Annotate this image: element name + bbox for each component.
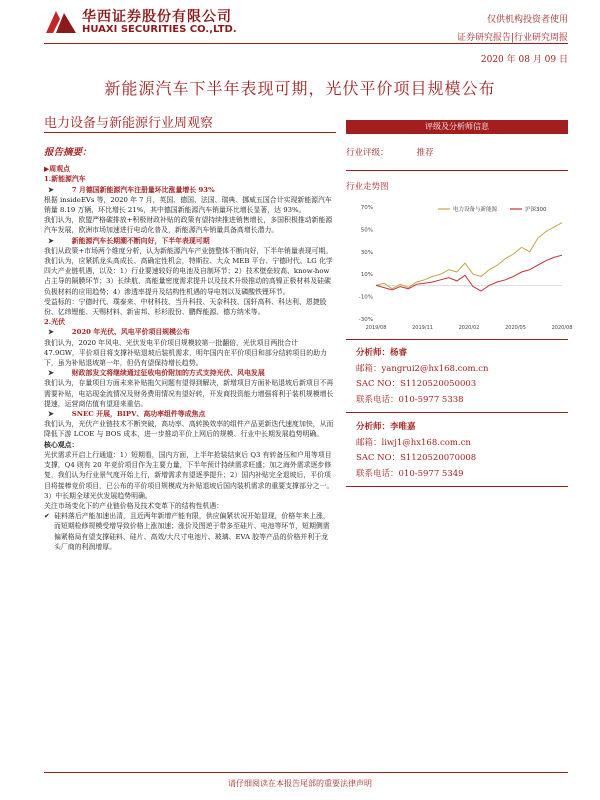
report-abstract — [44, 148, 334, 552]
paragraph: 受益标的：宁德时代、璞泰来、中材科技、当升科技、天奈科技、国轩高科、科达利、恩捷股份、亿纬锂能、天赐材料、新宙邦、杉杉股份、鹏辉能源、德方纳米等。 — [44, 297, 327, 317]
point-heading: ➤ 2020 年光伏、风电平价项目规模公布 — [48, 328, 190, 337]
doc-type: 证券研究报告|行业研究周报 — [456, 33, 568, 43]
trend-title: 行业走势图 — [346, 182, 389, 192]
x-tick-label: 2020/02 — [458, 325, 480, 331]
point-heading: ➤ 财政部发文将继续通过征收电价附加的方式支持光伏、风电发展 — [48, 369, 265, 378]
arrow-icon: ➤ — [48, 236, 54, 245]
check-icon: ✔ — [44, 512, 55, 521]
report-subtitle: 电力设备与新能源行业周观察 — [44, 116, 214, 131]
y-tick-label: 70% — [360, 205, 373, 211]
section-ev-heading: 1.新能源汽车 — [44, 175, 86, 184]
core-view-heading: 核心观点： — [44, 440, 79, 449]
paragraph: 我们认为，光伏产业链技术不断突破，高功率、高转换效率的组件产品更新迭代速度加快，从而降低下游 LCOE 与 BOS 成本，进一步推动平价上网后的规模、行业中长期发展趋势明确。 — [44, 420, 334, 439]
arrow-icon: ➤ — [48, 369, 54, 378]
analyst-2: 分析师：李唯嘉 邮箱：liwj1@hx168.com.cn SAC NO：S1120520070008 联系电话：010-5977 5349 — [356, 420, 476, 482]
industry-trend-chart — [346, 195, 573, 335]
analyst-divider — [346, 412, 568, 413]
paragraph: 我们从政策+市场两个维度分析，认为新能源汽车产业链整体不断向好，下半年销量表现可期。 — [44, 246, 333, 255]
paragraph: 根据 insideEVs 等，2020 年 7 月，英国、德国、法国、瑞典、挪威五国合计实现新能源汽车销量 8.19 万辆，环比增长 21%，其中德国新能源汽车销量环比增长显著，达 93%。 — [44, 195, 332, 215]
arrow-icon: ➤ — [48, 328, 54, 337]
legal-notice: 请仔细阅读在本报告尾部的重要法律声明 — [228, 779, 372, 788]
point-heading: ➤ 7 月德国新能源汽车注册量环比涨量增长 93% — [48, 185, 215, 194]
point-heading: ➤ 新能源汽车长期潮不断向好，下半年表现可期 — [48, 236, 210, 245]
subtitle-divider — [44, 132, 336, 133]
rating-divider — [346, 170, 568, 171]
industry-rating: 行业评级： 推荐 — [346, 148, 434, 158]
analyst-1-email: 邮箱：yangrui2@hx168.com.cn — [356, 363, 489, 374]
analyst-1-name: 杨睿 — [390, 348, 408, 358]
x-tick-label: 2019/11 — [412, 325, 433, 331]
point-heading: ➤ SNEC 开展，BIPV、高功率组件等成焦点 — [48, 410, 206, 419]
paragraph: 我们认为，存量项目方面未来补贴拖欠问题有望得到解决，新增项目方面补贴退坡后新项目不再需要补贴，电站现金流情况及财务费用情况有望好转，开发商投资能力增强将利于装机规模增长提速，运营商估值有望迎来重估。 — [44, 379, 334, 408]
footer-divider — [44, 772, 568, 773]
x-tick-label: 2020/08 — [551, 325, 573, 331]
rating-band: 评级及分析师信息 — [346, 120, 568, 134]
arrow-icon: ➤ — [48, 185, 54, 194]
analyst-2-email: 邮箱：liwj1@hx168.com.cn — [356, 437, 471, 448]
paragraph: 我们认为，2020 年风电、光伏发电平价项目规模较第一批翻倍，光伏项目两批合计 47.9GW，平价项目将支撑补贴退坡后装机需求，明年国内在平价项目和部分结转项目的助力下，虽为补贴退坡第一年，但仍有望保持增长趋势。 — [44, 338, 327, 368]
header-divider — [44, 43, 568, 44]
huaxi-logo-icon — [44, 7, 78, 35]
report-date: 2020 年 08 月 09 日 — [480, 55, 568, 65]
analyst-1: 分析师：杨睿 邮箱：yangrui2@hx168.com.cn SAC NO：S1120520050003 联系电话：010-5977 5338 — [356, 346, 489, 408]
arrow-icon: ➤ — [48, 410, 54, 419]
chart-divider — [346, 339, 568, 340]
y-tick-label: 30% — [360, 249, 373, 256]
report-title: 新能源汽车下半年表现可期，光伏平价项目规模公布 — [104, 79, 496, 98]
paragraph: 光伏需求开启上行通道：1）短期看，国内方面，上半年抢装结束后 Q3 有转备压和户用等项目支撑，Q4 则有 20 年竞价项目作为主要力量，下半年预计持续需求旺盛；加之海外需求逐步修复，我们认为行业景气度开始上行，新增需求有望逐季提升；2）国内补贴完全退坡后，平价项目将接棒竞价项目，已公布的平价项目规模成为补贴退坡后国内装机需求的重要支撑部分之一。3）中长期全球光伏发展趋势明确。 — [44, 450, 334, 500]
bullet-paragraph: ✔ 硅料落后产能加速出清，且近两年新增产能有限，供应偏紧状况开始显现，价格年来上涨，而短期检修规模受增导致价格上涨加速；涨价及图逆于带多至硅片、电池等环节，短期侧需偏紧格局有望支撑硅料、硅片、高效/大尺寸电池片、玻璃、EVA 胶等产品的价格并利于龙头厂商的利润增厚。 — [44, 512, 330, 551]
analyst-2-sac: SAC NO：S1120520070008 — [356, 453, 477, 463]
section-pv-heading: 2.光伏 — [44, 318, 65, 327]
week-view-heading: ▶周观点 — [44, 165, 70, 174]
analyst-1-sac: SAC NO：S1120520050003 — [356, 379, 477, 389]
paragraph: 我们认为，欧盟严格碳排放+积极财政补贴的政策有望持续推进销售增长，多国积极推动新能源汽车发展，欧洲市场加速进行电动化普及，新能源汽车销量具备高增长潜力。 — [44, 216, 333, 235]
paragraph: 我们认为，应紧抓龙头高成长、高确定性机会，特斯拉、大众 MEB 平台、宁德时代、LG 化学四大产业链机遇，以及：1）行业要速较好的电池及自制环节；2）技术壁垒较高、know-how 占主导的隔膜环节；3）长续航、高能量密度需求提升以及技术升级推动的高镍正极材料及硅碳负极材料的应用趋势；4）渗透率提升及结构性机遇的导电剂以及磷酸铁锂环节。 — [44, 257, 333, 296]
analyst-2-phone: 联系电话：010-5977 5349 — [356, 468, 464, 479]
y-tick-label: -10% — [358, 294, 373, 301]
y-tick-label: 10% — [360, 272, 373, 279]
x-tick-label: 2019/08 — [365, 325, 387, 331]
series-line — [376, 223, 562, 289]
analyst-2-name: 李唯嘉 — [390, 422, 416, 432]
analyst-divider — [346, 486, 568, 487]
abstract-heading: 报告摘要： — [44, 147, 92, 158]
y-tick-label: 50% — [360, 227, 373, 234]
paragraph: 关注市场变化下的产业链价格及技术变革下的结构性机遇： — [44, 501, 224, 510]
y-tick-label: -30% — [358, 317, 373, 323]
audience-note: 仅供机构投资者使用 — [486, 15, 568, 25]
company-name-en: HUAXI SECURITIES CO.,LTD. — [82, 24, 237, 35]
analyst-1-phone: 联系电话：010-5977 5338 — [356, 394, 464, 405]
x-tick-label: 2020/05 — [505, 325, 526, 331]
company-name-cn: 华西证券股份有限公司 — [82, 9, 232, 25]
legend-entry: 电力设备与新能源 — [453, 207, 498, 213]
rating-value: 推荐 — [416, 148, 434, 158]
legend-entry: 沪深300 — [525, 207, 547, 213]
